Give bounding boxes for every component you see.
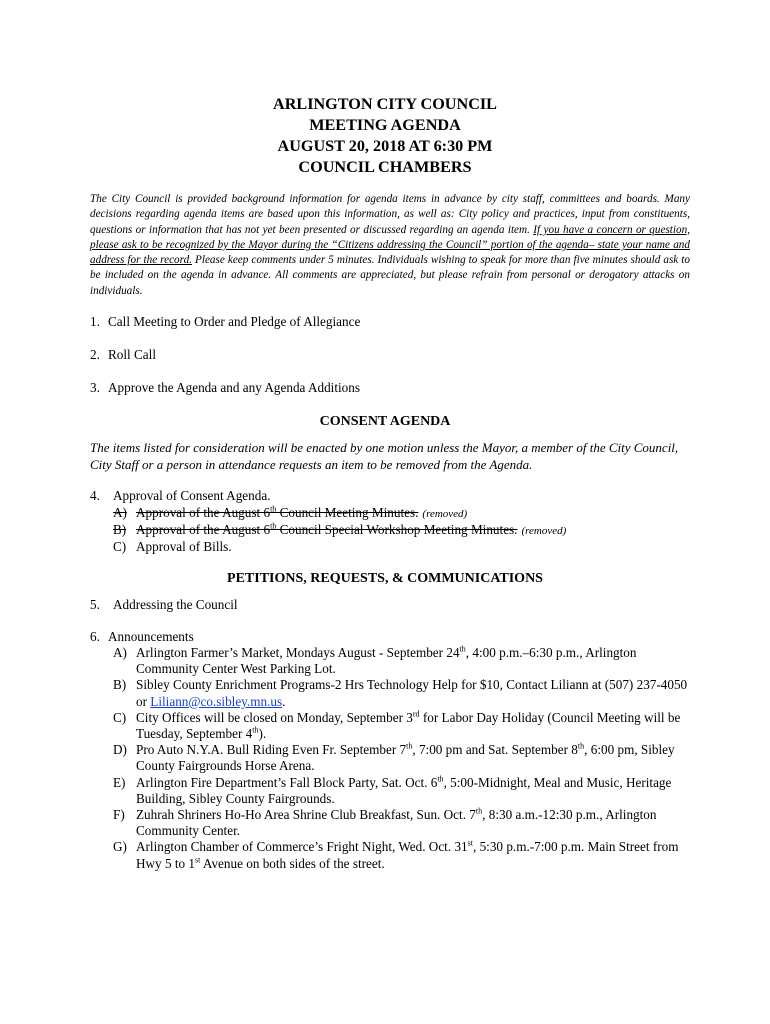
removed-note: (removed) xyxy=(521,525,567,538)
consent-item-a xyxy=(113,505,693,522)
announcement-c xyxy=(113,710,693,742)
item-text: Approve the Agenda and any Agenda Additions xyxy=(108,380,360,395)
title-line-4: COUNCIL CHAMBERS xyxy=(298,158,472,176)
item-text: Addressing the Council xyxy=(113,597,238,612)
announcement-text: Arlington Farmer’s Market, Mondays August - September 24th, 4:00 p.m.–6:30 p.m., Arlington Community Center West Parking Lot. xyxy=(136,644,637,677)
consent-item-b xyxy=(113,522,693,539)
intro-paragraph xyxy=(90,192,690,299)
consent-item-letter: A) xyxy=(113,505,127,520)
announcement-letter: B) xyxy=(113,677,127,693)
item-text: Call Meeting to Order and Pledge of Allegiance xyxy=(108,314,361,329)
announcement-letter: A) xyxy=(113,645,127,660)
announcement-letter: D) xyxy=(113,742,127,758)
agenda-title xyxy=(0,94,770,178)
announcement-text: Arlington Chamber of Commerce’s Fright Night, Wed. Oct. 31st, 5:30 p.m.-7:00 p.m. Main Street from Hwy 5 to 1st Avenue on both sides of the street. xyxy=(136,839,679,871)
item-text: Roll Call xyxy=(108,347,156,362)
intro-text-1: The City Council is provided background information for agenda items in advance by city staff, committees and boards. Many decisions regarding agenda items are based upon this information, as well as: City policy and practices, input from constituents, questions or information that has not yet been presented or discussed regarding an agenda item. xyxy=(90,193,690,236)
consent-note: The items listed for consideration will be enacted by one motion unless the Mayor, a member of the City Council, City Staff or a person in attendance requests an item to be removed from the Agenda. xyxy=(90,440,679,472)
announcement-text: City Offices will be closed on Monday, September 3rd for Labor Day Holiday (Council Meeting will be Tuesday, September 4th). xyxy=(136,709,681,742)
announcement-g xyxy=(113,839,693,871)
consent-item-c xyxy=(113,539,693,555)
item-number: 5. xyxy=(90,597,100,612)
announcement-e xyxy=(113,775,693,807)
announcement-letter: E) xyxy=(113,774,126,790)
removed-note: (removed) xyxy=(422,508,468,520)
email-link[interactable]: Liliann@co.sibley.mn.us xyxy=(150,693,283,709)
title-line-2: MEETING AGENDA xyxy=(309,116,461,134)
item-number: 1. xyxy=(90,314,100,329)
item-number: 3. xyxy=(90,380,100,395)
announcement-letter: F) xyxy=(113,807,125,823)
consent-item-c-text: Approval of Bills. xyxy=(136,539,232,555)
consent-item-letter: C) xyxy=(113,539,127,555)
consent-item-letter: B) xyxy=(113,522,127,538)
announcement-text: Arlington Fire Department’s Fall Block Party, Sat. Oct. 6th, 5:00-Midnight, Meal and Music, Heritage Building, Sibley County Fairgrounds. xyxy=(136,774,672,806)
announcement-letter: C) xyxy=(113,709,127,725)
item-number: 4. xyxy=(90,488,100,503)
agenda-item-6 xyxy=(90,629,194,645)
item-text: Approval of Consent Agenda. xyxy=(113,488,271,503)
item-number: 2. xyxy=(90,347,100,362)
agenda-item-3 xyxy=(90,380,360,396)
consent-agenda-heading: CONSENT AGENDA xyxy=(319,414,451,429)
announcement-f xyxy=(113,807,693,839)
announcement-d xyxy=(113,742,693,774)
agenda-item-1 xyxy=(90,314,360,330)
agenda-item-5 xyxy=(90,597,238,613)
announcement-b xyxy=(113,677,693,709)
agenda-item-4 xyxy=(90,488,271,504)
announcements-list xyxy=(113,645,693,872)
petitions-heading: PETITIONS, REQUESTS, & COMMUNICATIONS xyxy=(227,571,543,586)
item-text: Announcements xyxy=(108,629,194,644)
announcement-text: Zuhrah Shriners Ho-Ho Area Shrine Club Breakfast, Sun. Oct. 7th, 8:30 a.m.-12:30 p.m., Arlington Community Center. xyxy=(136,806,657,839)
title-line-3: AUGUST 20, 2018 AT 6:30 PM xyxy=(277,137,493,155)
announcement-letter: G) xyxy=(113,839,127,855)
intro-text-2: Please keep comments under 5 minutes. Individuals wishing to speak for more than five minutes should ask to be included on the agenda in advance. All comments are appreciated, but please refrain from personal or derogatory attacks on individuals. xyxy=(90,254,690,297)
intro-underlined-text: If you have a concern or question, please ask to be recognized by the Mayor during the “Citizens addressing the Council” portion of the agenda– state your name and address for the record. xyxy=(90,223,690,267)
item-number: 6. xyxy=(90,629,100,644)
announcement-text: Sibley County Enrichment Programs-2 Hrs Technology Help for $10, Contact Liliann at (507) 237-4050 or Liliann@co.sibley.mn.us. xyxy=(136,677,688,709)
announcement-text: Pro Auto N.Y.A. Bull Riding Even Fr. September 7th, 7:00 pm and Sat. September 8th, 6:00 pm, Sibley County Fairgrounds Horse Arena. xyxy=(136,741,675,774)
announcement-a xyxy=(113,645,693,677)
consent-item-b-text: Approval of the August 6th Council Special Workshop Meeting Minutes. xyxy=(136,521,518,538)
agenda-item-2 xyxy=(90,347,156,363)
consent-sublist xyxy=(113,505,693,556)
consent-item-a-text: Approval of the August 6th Council Meeting Minutes. xyxy=(136,504,419,520)
title-line-1: ARLINGTON CITY COUNCIL xyxy=(273,95,497,113)
